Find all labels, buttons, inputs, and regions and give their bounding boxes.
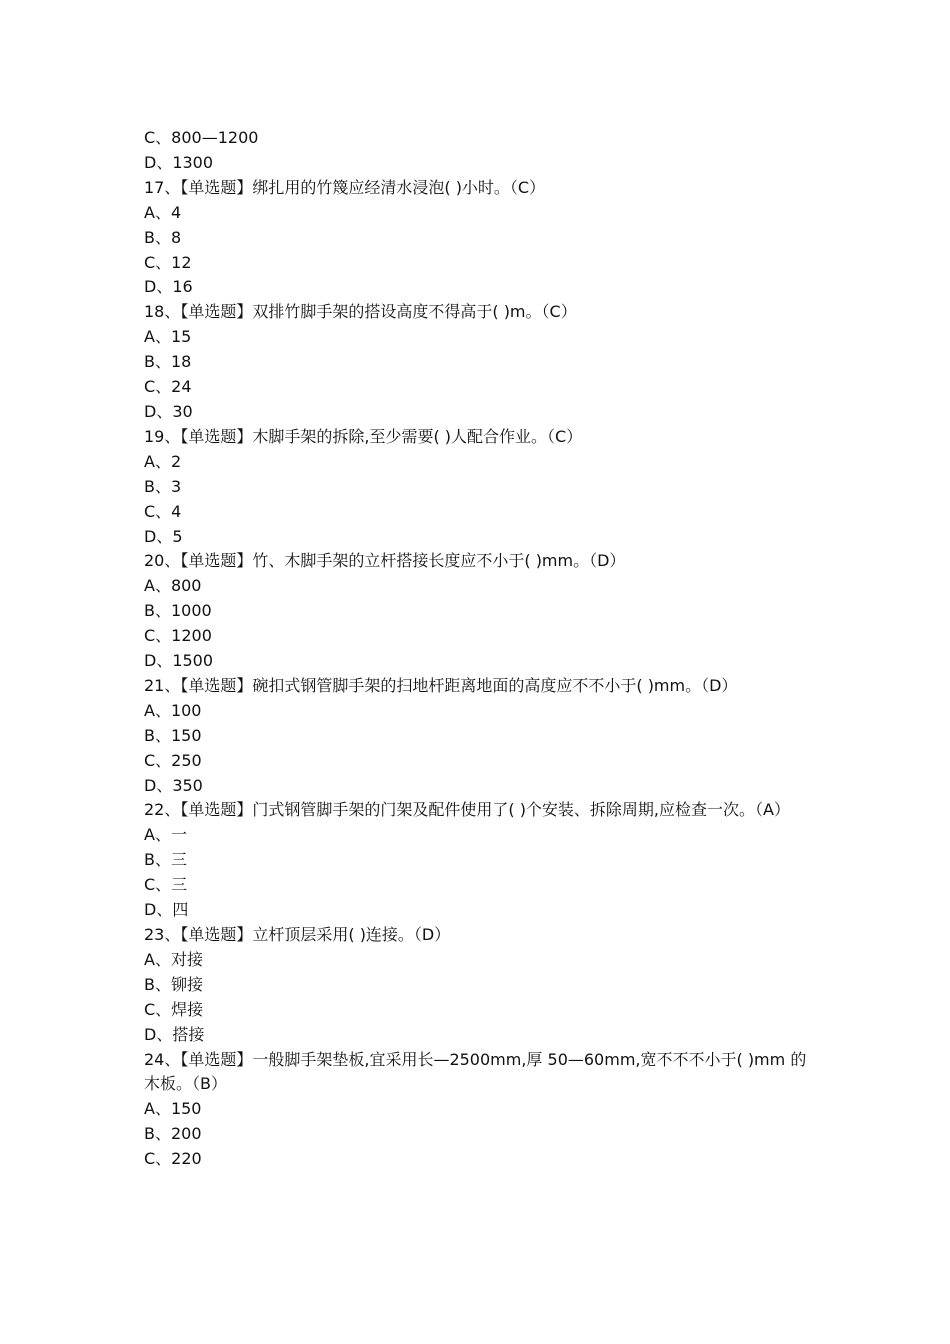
option-line: D、搭接 <box>144 1024 205 1044</box>
question-line: 21、【单选题】碗扣式钢管脚手架的扫地杆距离地面的高度应不不小于( )mm。（D） <box>144 675 738 695</box>
option-line: A、对接 <box>144 949 203 969</box>
option-line: B、三 <box>144 850 187 870</box>
option-line: C、800—1200 <box>144 128 259 147</box>
question-line: 24、【单选题】一般脚手架垫板,宜采用长—2500mm,厚 50—60mm,宽不不不小于( )mm 的木板。（B） <box>144 1049 807 1094</box>
option-line: D、1300 <box>144 152 214 172</box>
option-line: A、15 <box>144 327 192 347</box>
question-line: 17、【单选题】绑扎用的竹篾应经清水浸泡( )小时。（C） <box>144 177 546 197</box>
option-line: D、5 <box>144 526 183 546</box>
question-line: 20、【单选题】竹、木脚手架的立杆搭接长度应不小于( )mm。（D） <box>144 551 626 571</box>
option-line: B、1000 <box>144 601 212 621</box>
option-line: A、一 <box>144 825 187 845</box>
option-line: C、220 <box>144 1149 202 1169</box>
option-line: B、18 <box>144 352 192 372</box>
option-line: A、100 <box>144 700 202 720</box>
option-line: A、4 <box>144 202 182 222</box>
option-line: B、3 <box>144 476 182 496</box>
option-line: C、12 <box>144 252 192 272</box>
option-line: D、四 <box>144 900 189 920</box>
option-line: C、1200 <box>144 626 212 646</box>
option-line: C、24 <box>144 377 192 397</box>
option-line: A、800 <box>144 576 202 596</box>
option-line: D、16 <box>144 277 193 297</box>
option-line: B、150 <box>144 725 202 745</box>
question-line: 19、【单选题】木脚手架的拆除,至少需要( )人配合作业。（C） <box>144 426 583 446</box>
option-line: C、焊接 <box>144 999 204 1019</box>
option-line: A、150 <box>144 1099 202 1119</box>
option-line: D、350 <box>144 775 203 795</box>
question-line: 23、【单选题】立杆顶层采用( )连接。（D） <box>144 925 451 944</box>
option-line: D、30 <box>144 401 193 421</box>
option-line: B、铆接 <box>144 974 203 994</box>
option-line: D、1500 <box>144 651 214 671</box>
option-line: C、4 <box>144 501 182 521</box>
option-line: A、2 <box>144 451 182 471</box>
option-line: B、8 <box>144 227 182 247</box>
question-line: 18、【单选题】双排竹脚手架的搭设高度不得高于( )m。（C） <box>144 302 577 322</box>
option-line: C、三 <box>144 875 188 895</box>
option-line: C、250 <box>144 750 202 770</box>
question-line: 22、【单选题】门式钢管脚手架的门架及配件使用了( )个安装、拆除周期,应检查一次。（A） <box>144 800 790 820</box>
option-line: B、200 <box>144 1124 202 1144</box>
question-list <box>144 126 814 1172</box>
